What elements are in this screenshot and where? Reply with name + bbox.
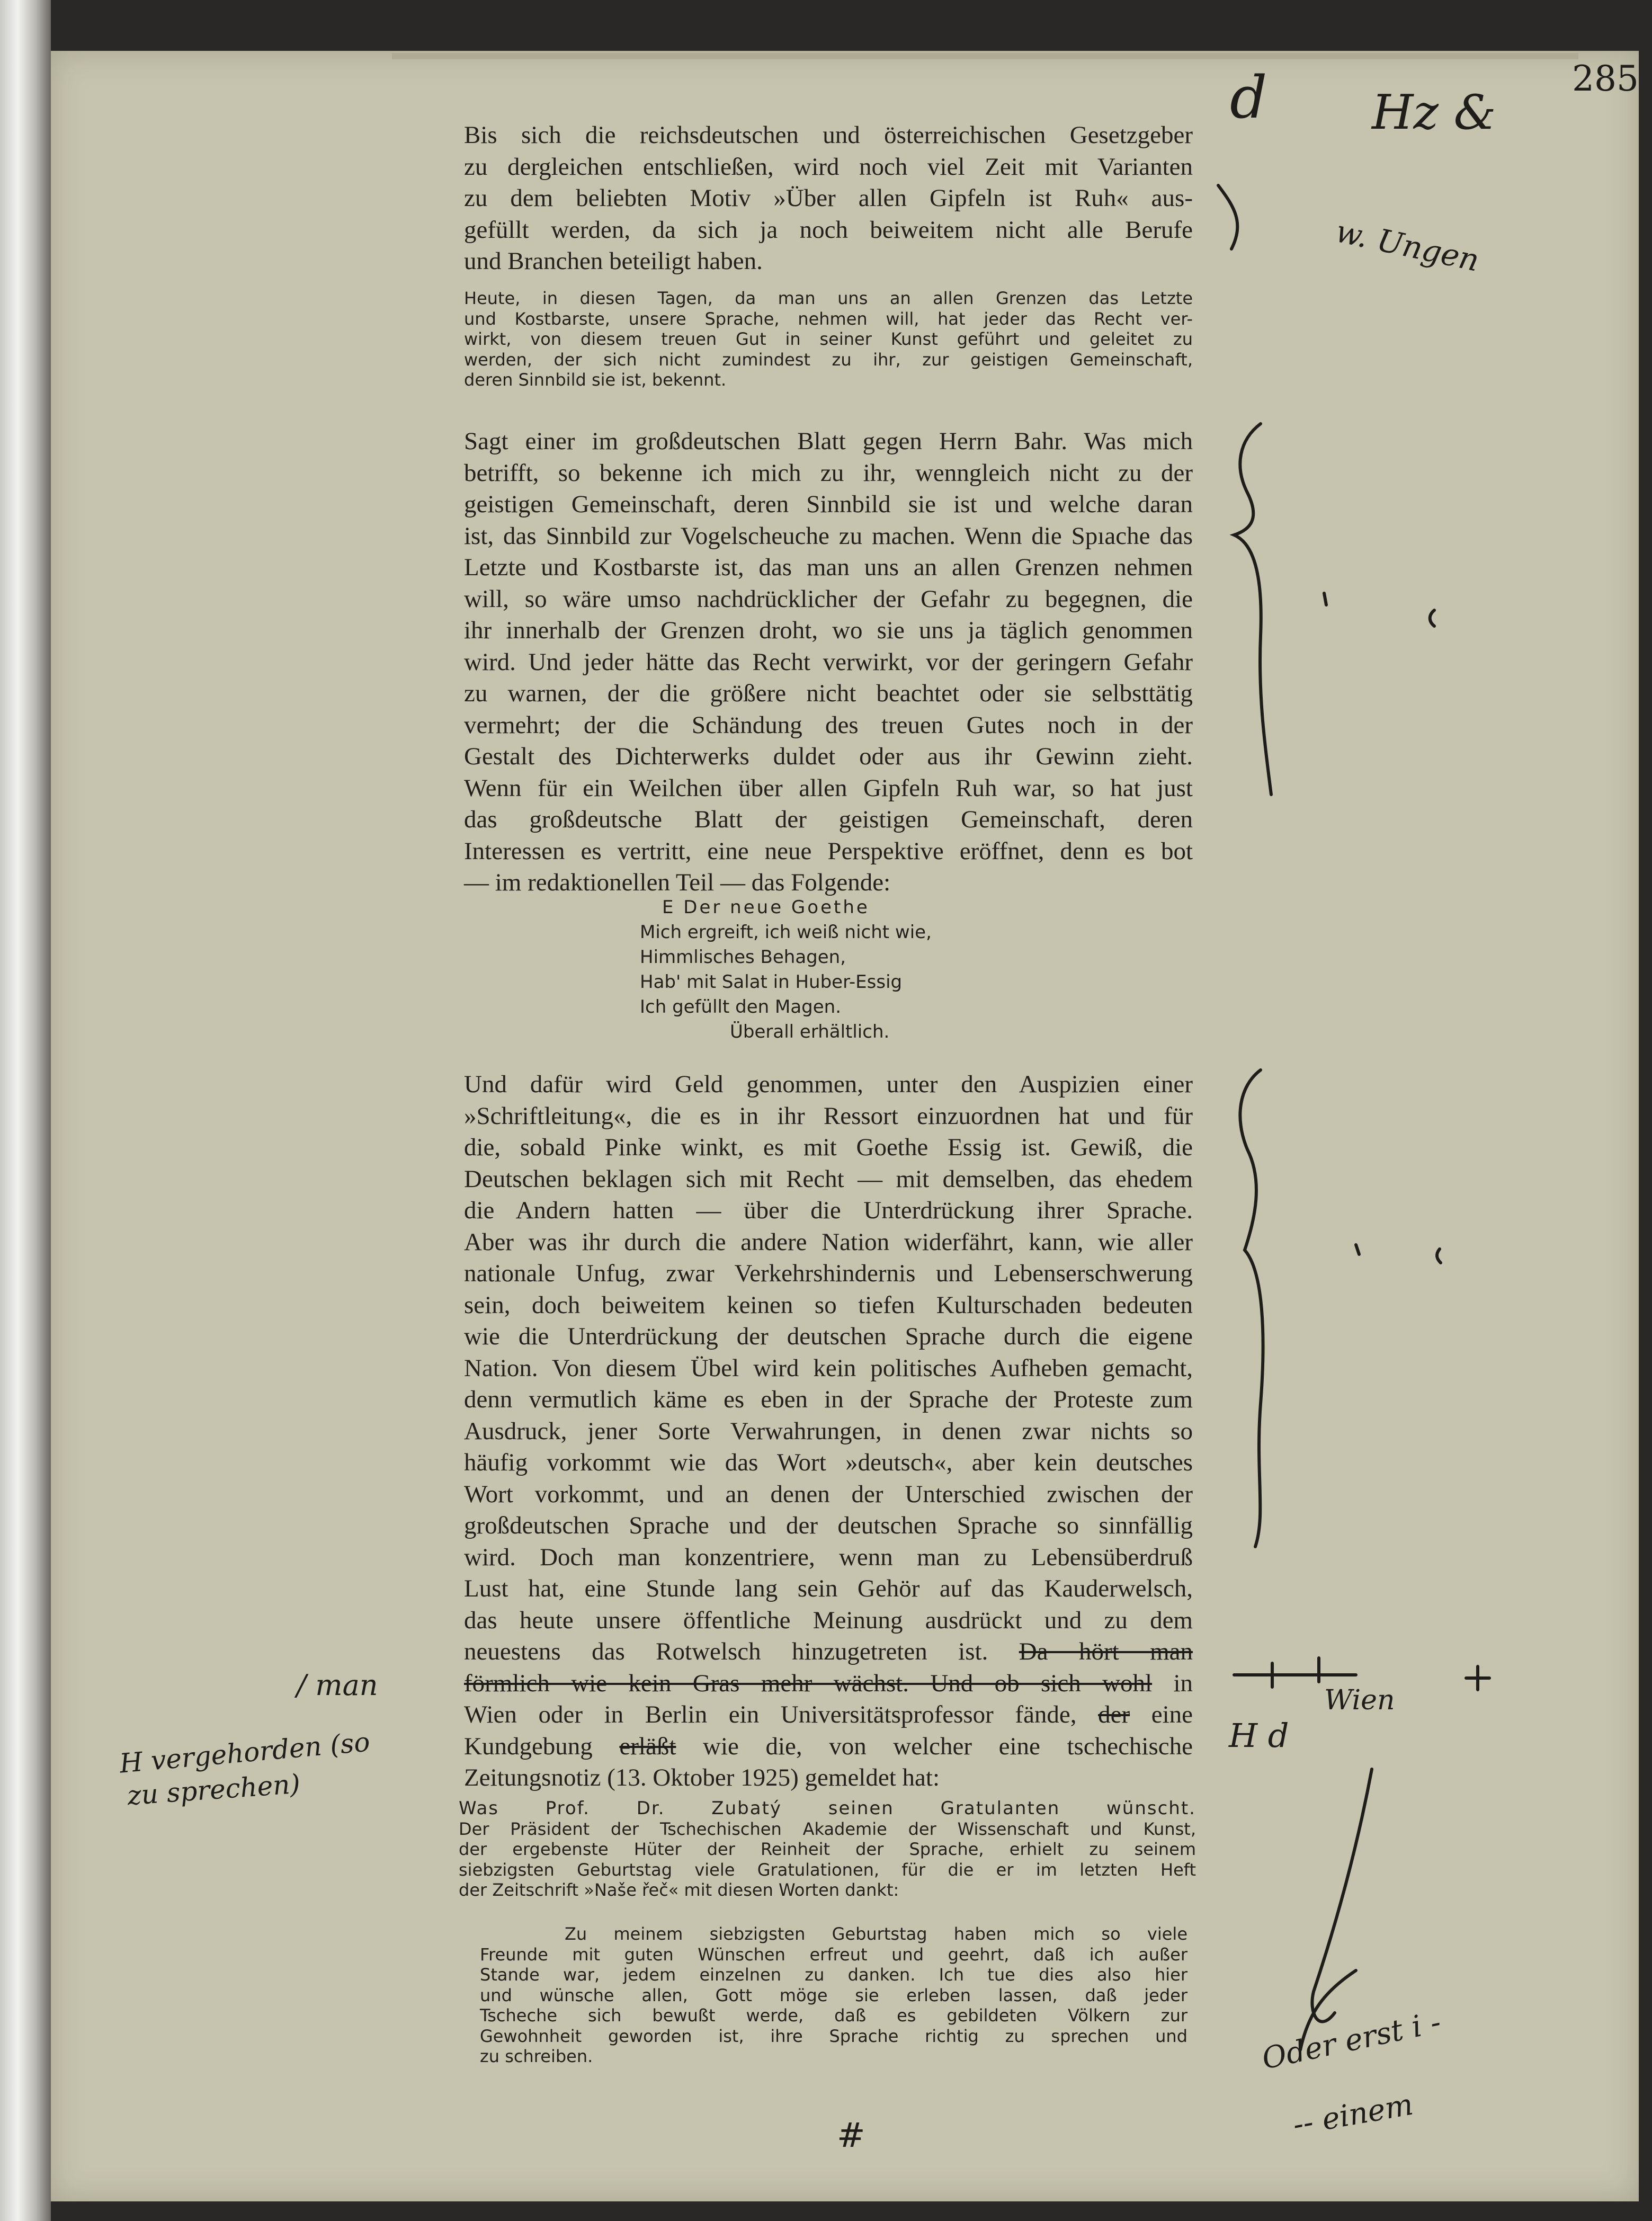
quote-line: werden, der sich nicht zumindest zu ihr, zur geistigen Gemeinschaft, (464, 349, 1193, 370)
text-line: Aber was ihr durch die andere Nation widerfährt, kann, wie aller (464, 1228, 1193, 1256)
plain-text: eine (1151, 1701, 1193, 1728)
handwritten-letter-d: d (1230, 64, 1267, 131)
text-line: großdeutschen Sprache und der deutschen Sprache so sinnfällig (464, 1512, 1193, 1539)
struck-text: förmlich wie kein Gras mehr wächst. Und ob sich wohl (464, 1669, 1153, 1697)
quote-heading: Was Prof. Dr. Zubatý seinen Gratulanten wünscht. (459, 1798, 1196, 1819)
letter-line: Tscheche sich bewußt werde, daß es gebildeten Völkern zur (480, 2005, 1187, 2026)
text-line: wie die Unterdrückung der deutschen Sprache durch die eigene (464, 1323, 1193, 1350)
poem-line: Ich gefüllt den Magen. (640, 996, 842, 1018)
text-line: Wenn für ein Weilchen über allen Gipfeln Ruh war, so hat just (464, 774, 1193, 802)
text-line: nationale Unfug, zwar Verkehrshindernis und Lebenserschwerung (464, 1260, 1193, 1287)
small-tick (1356, 1245, 1359, 1254)
handwritten-note: Oder erst i - (1258, 2005, 1444, 2076)
poem-availability: Überall erhältlich. (730, 1021, 890, 1042)
handwritten-insert-marker: / man (297, 1669, 378, 1702)
handwritten-note: -- einem (1290, 2087, 1416, 2143)
quote-line: und Kostbarste, unsere Sprache, nehmen will, hat jeder das Recht ver- (464, 308, 1193, 329)
text-line: Und dafür wird Geld genommen, unter den Auspizien einer (464, 1071, 1193, 1098)
text-line: zu warnen, der die größere nicht beachtet oder sie selbsttätig (464, 680, 1193, 707)
struck-text: erläßt (619, 1732, 676, 1760)
text-line: Lust hat, eine Stunde lang sein Gehör auf das Kauderwelsch, (464, 1575, 1193, 1602)
text-line: das großdeutsche Blatt der geistigen Gemeinschaft, deren (464, 806, 1193, 833)
small-tick (1437, 1249, 1441, 1263)
text-line: sein, doch beiweitem keinen so tiefen Kulturschaden bedeuten (464, 1291, 1193, 1319)
handwritten-scribble: Hz & (1372, 85, 1496, 140)
text-line: Gestalt des Dichterwerks duldet oder aus ihr Gewinn zieht. (464, 743, 1193, 770)
plain-text: fände, (1015, 1701, 1077, 1728)
letter-line: Zu meinem siebzigsten Geburtstag haben mich so viele (565, 1924, 1187, 1944)
letter-line: zu schreiben. (480, 2046, 593, 2066)
text-line: die, sobald Pinke winkt, es mit Goethe Essig ist. Gewiß, die (464, 1134, 1193, 1161)
plain-text: Kundgebung (464, 1732, 593, 1760)
plain-text: wie die, von welcher eine tschechische (703, 1732, 1193, 1760)
plain-text: Wien oder in Berlin ein Universitätsprofessor (464, 1701, 994, 1728)
small-tick (1430, 610, 1434, 626)
text-line: will, so wäre umso nachdrücklicher der Gefahr zu begegnen, die (464, 585, 1193, 613)
text-line: die Andern hatten — über die Unterdrückung ihrer Sprache. (464, 1197, 1193, 1224)
text-line: zu dem beliebten Motiv »Über allen Gipfeln ist Ruh« aus- (464, 184, 1193, 212)
letter-line: Gewohnheit geworden ist, ihre Sprache richtig zu sprechen und (480, 2026, 1187, 2046)
text-line: denn vermutlich käme es eben in der Sprache der Proteste zum (464, 1386, 1193, 1413)
text-line: »Schriftleitung«, die es in ihr Ressort einzuordnen hat und für (464, 1102, 1193, 1130)
letter-line: Freunde mit guten Wünschen erfreut und geehrt, daß ich außer (480, 1944, 1187, 1965)
text-line: vermehrt; der die Schändung des treuen Gutes noch in der (464, 711, 1193, 739)
handwritten-note: w. Ungen (1332, 213, 1483, 279)
text-line: und Branchen beteiligt haben. (464, 247, 763, 275)
struck-text: der (1098, 1701, 1130, 1728)
quote-line: wirkt, von diesem treuen Gut in seiner Kunst geführt und geleitet zu (464, 329, 1193, 349)
long-insertion-stroke (1312, 1769, 1372, 2022)
poem-title: E Der neue Goethe (662, 897, 870, 918)
text-line: Wort vorkommt, und an denen der Unterschied zwischen der (464, 1480, 1193, 1508)
text-line: Interessen es vertritt, eine neue Perspektive eröffnet, denn es bot (464, 837, 1193, 865)
text-line: ihr innerhalb der Grenzen droht, wo sie uns ja täglich genommen (464, 617, 1193, 644)
poem-line: Himmlisches Behagen, (640, 947, 846, 968)
text-line: Letzte und Kostbarste ist, das man uns an allen Grenzen nehmen (464, 554, 1193, 581)
handwritten-marker: H d (1229, 1716, 1289, 1755)
text-line: Ausdruck, jener Sorte Verwahrungen, in denen zwar nichts so (464, 1417, 1193, 1445)
quote-line: deren Sinnbild sie ist, bekennt. (464, 370, 727, 390)
text-line: gefüllt werden, da sich ja noch beiweitem nicht alle Berufe (464, 216, 1193, 244)
handwritten-insert: Wien (1324, 1684, 1395, 1716)
quote-line: der ergebenste Hüter der Reinheit der Sprache, erhielt zu seinem (459, 1839, 1196, 1859)
text-line: zu dergleichen entschließen, wird noch viel Zeit mit Varianten (464, 153, 1193, 181)
text-line: Zeitungsnotiz (13. Oktober 1925) gemeldet hat: (464, 1764, 940, 1791)
text-line: Sagt einer im großdeutschen Blatt gegen Herrn Bahr. Was mich (464, 427, 1193, 455)
text-line: geistigen Gemeinschaft, deren Sinnbild sie ist und welche daran (464, 490, 1193, 518)
plain-text: neuestens das Rotwelsch hinzugetreten ist. (464, 1638, 988, 1665)
poem-line: Hab' mit Salat in Huber-Essig (640, 971, 903, 993)
text-line: Deutschen beklagen sich mit Recht — mit demselben, das ehedem (464, 1165, 1193, 1193)
text-line: wird. Und jeder hätte das Recht verwirkt, vor der geringern Gefahr (464, 648, 1193, 676)
quote-line: der Zeitschrift »Naše řeč« mit diesen Worten dankt: (459, 1880, 899, 1900)
text-line: häufig vorkommt wie das Wort »deutsch«, aber kein deutsches (464, 1449, 1193, 1476)
small-tick (1324, 593, 1326, 605)
struck-text: Da hört man (1019, 1638, 1193, 1665)
text-line: Nation. Von diesem Übel wird kein politisches Aufheben gemacht, (464, 1354, 1193, 1382)
text-line: ist, das Sinnbild zur Vogelscheuche zu machen. Wenn die Spıache das (464, 522, 1193, 550)
margin-brace-top (1218, 185, 1237, 249)
text-line: das heute unsere öffentliche Meinung ausdrückt und zu dem (464, 1606, 1193, 1634)
page-number: 285 (1572, 58, 1639, 99)
text-line: betrifft, so bekenne ich mich zu ihr, wenngleich nicht zu der (464, 459, 1193, 487)
quote-line: Heute, in diesen Tagen, da man uns an allen Grenzen das Letzte (464, 288, 1193, 308)
poem-line: Mich ergreift, ich weiß nicht wie, (640, 922, 932, 943)
handwritten-margin-note: H vergehorden (so (118, 1726, 371, 1779)
text-line: wird. Doch man konzentriere, wenn man zu Lebensüberdruß (464, 1543, 1193, 1571)
letter-line: Stande war, jedem einzelnen zu danken. Ich tue dies also hier (480, 1965, 1187, 1985)
handwritten-margin-note: zu sprechen) (126, 1768, 301, 1812)
plus-mark (1466, 1666, 1489, 1690)
quote-line: Der Präsident der Tschechischen Akademie der Wissenschaft und Kunst, (459, 1818, 1196, 1839)
quote-line: siebzigsten Geburtstag viele Gratulationen, für die er im letzten Heft (459, 1859, 1196, 1880)
handwritten-mark: # (837, 2116, 865, 2155)
margin-brace-1 (1234, 424, 1271, 795)
plain-text: in (1173, 1669, 1193, 1697)
text-line: — im redaktionellen Teil — das Folgende: (464, 869, 891, 896)
text-line: Bis sich die reichsdeutschen und österreichischen Gesetzgeber (464, 121, 1193, 149)
margin-brace-2 (1240, 1070, 1263, 1547)
caret-stroke (1300, 1970, 1356, 2050)
letter-line: und wünsche allen, Gott möge sie erleben lassen, daß jeder (480, 1985, 1187, 2005)
